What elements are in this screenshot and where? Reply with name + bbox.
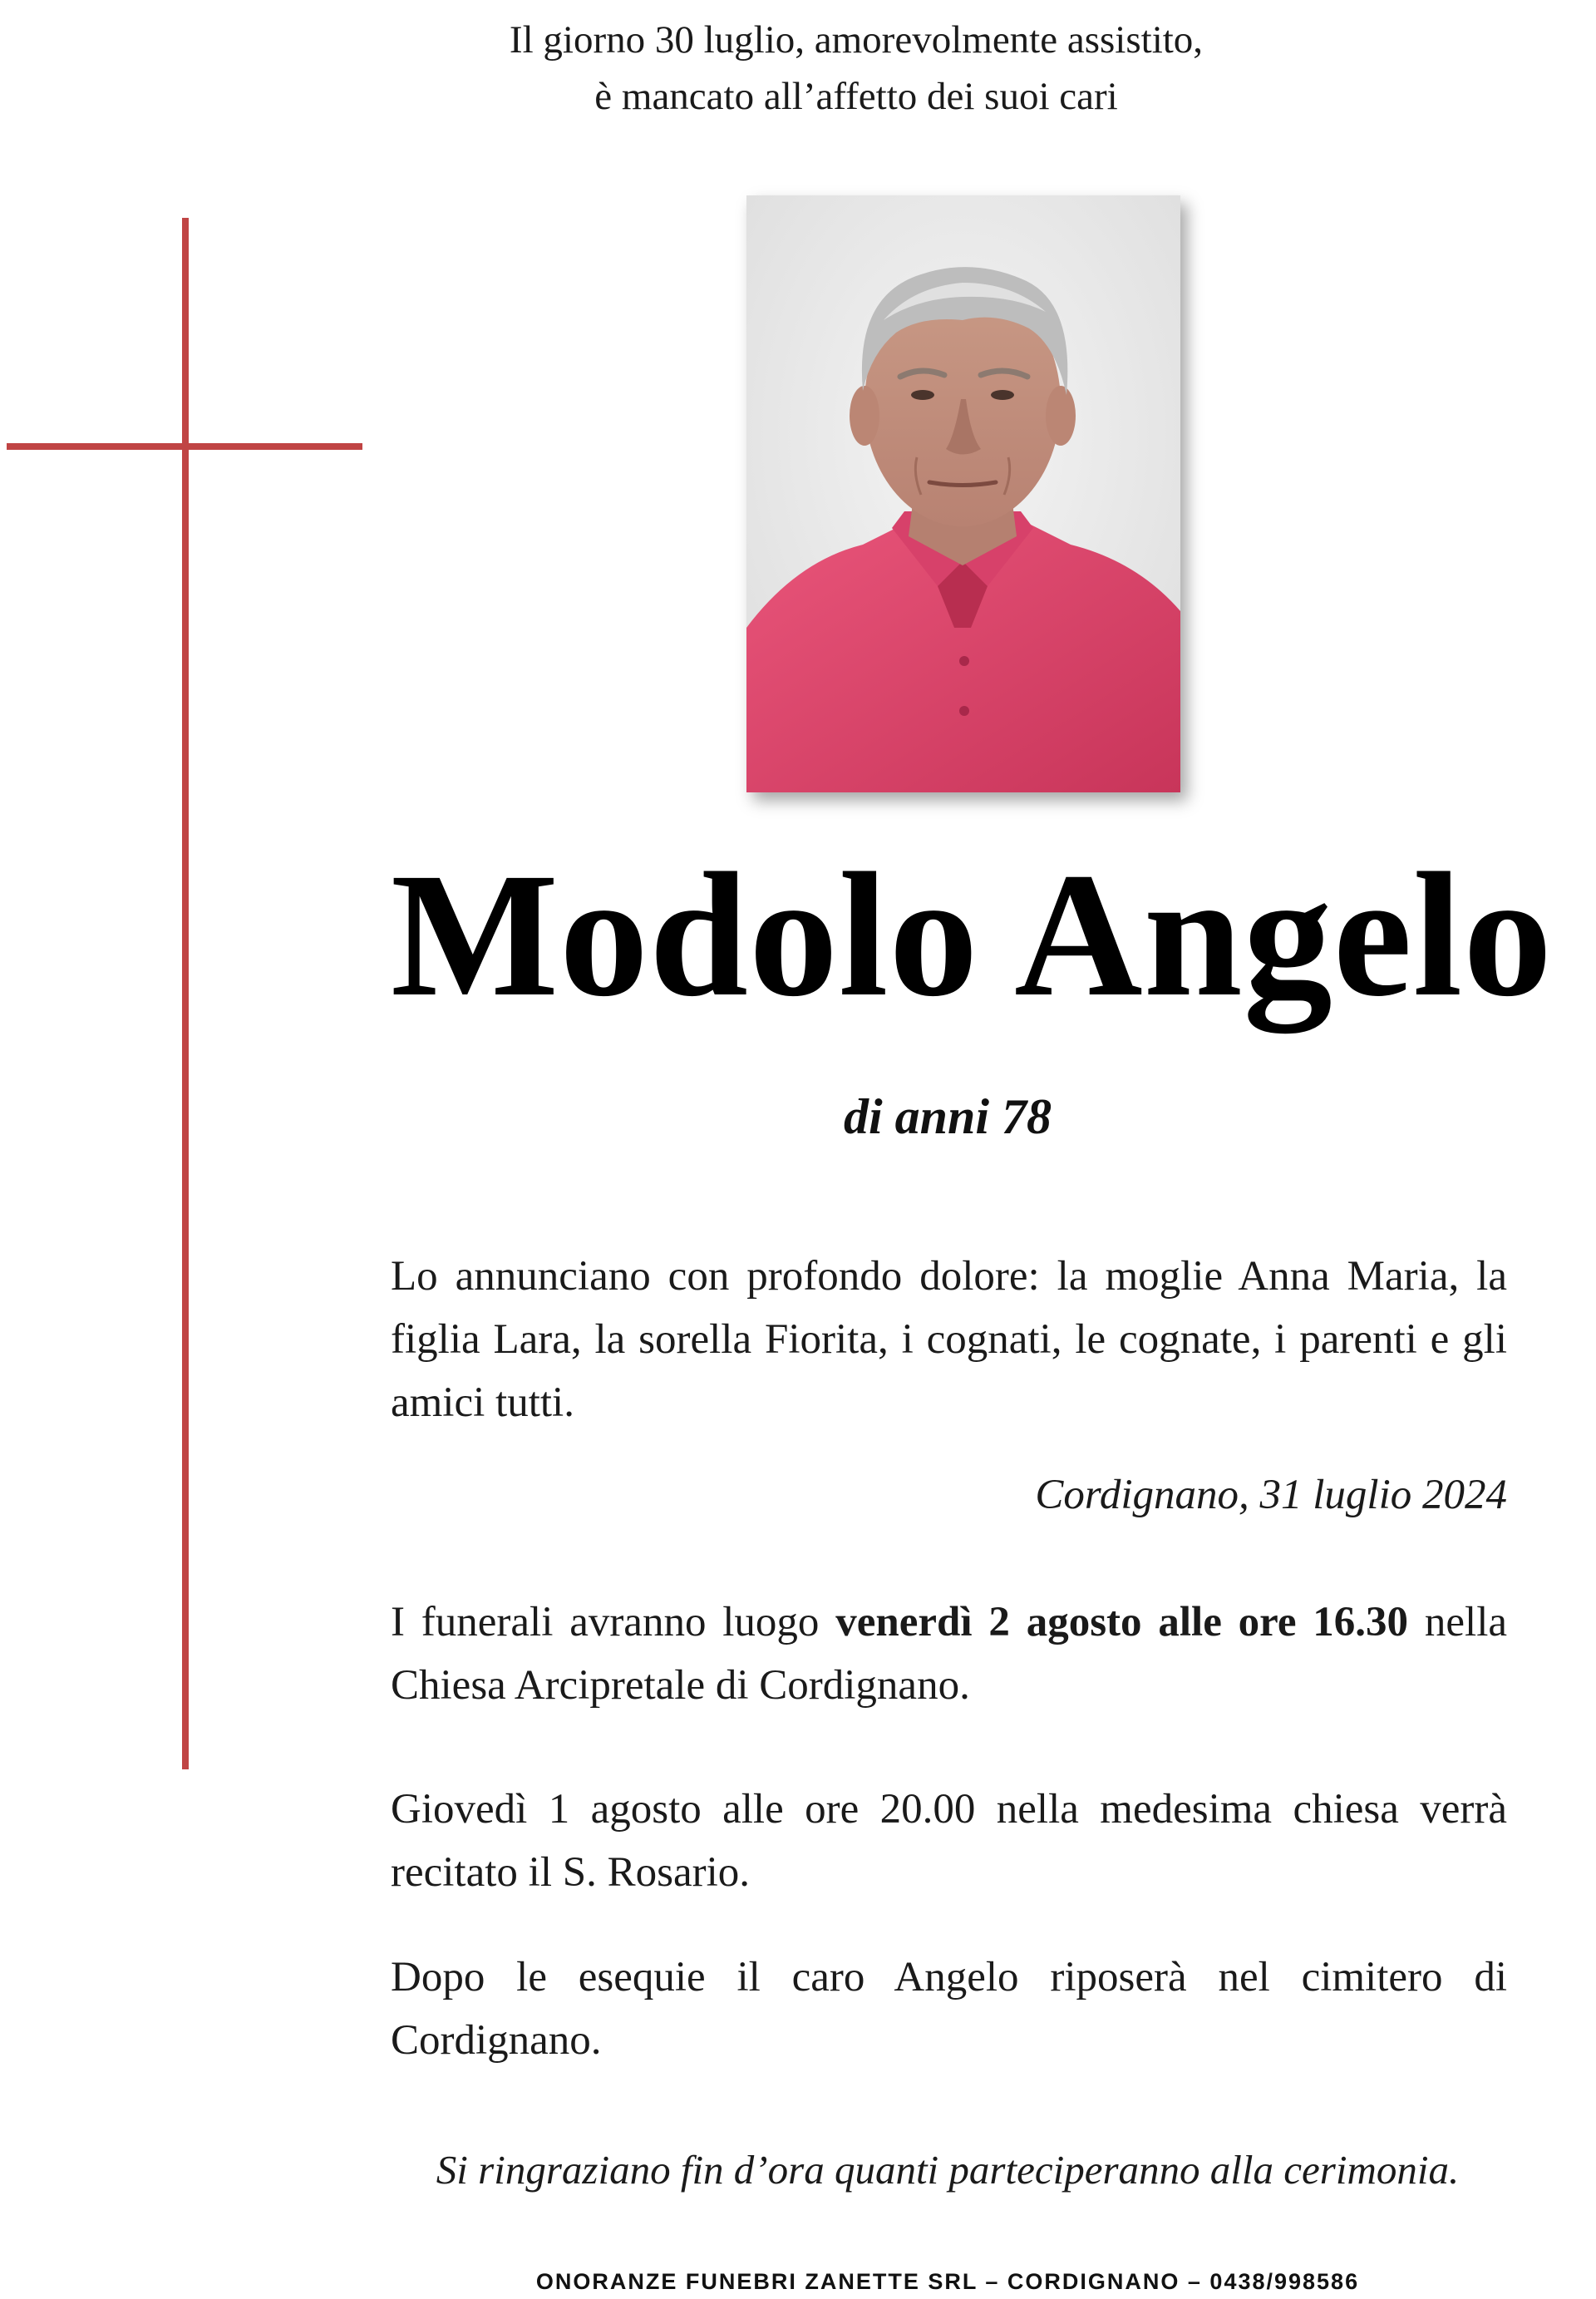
funeral-paragraph (391, 1591, 1507, 1717)
intro-line-2: è mancato all’affetto dei suoi cari (594, 75, 1118, 118)
burial-paragraph: Dopo le esequie il caro Angelo riposerà nel cimitero di Cordignano. (391, 1954, 1507, 2064)
deceased-name: Modolo Angelo (391, 836, 1554, 1034)
funeral-prefix: I funerali avranno luogo (391, 1599, 820, 1645)
intro-text (0, 12, 1596, 125)
intro-line-1: Il giorno 30 luglio, amorevolmente assistito, (509, 18, 1204, 62)
rosary-paragraph: Giovedì 1 agosto alle ore 20.00 nella medesima chiesa verrà recitato il S. Rosario. (391, 1786, 1507, 1896)
announcement-paragraph: Lo annunciano con profondo dolore: la moglie Anna Maria, la figlia Lara, la sorella Fiorita, i cognati, le cognate, i parenti e gli amici tutti. (391, 1253, 1507, 1426)
funeral-home-footer: ONORANZE FUNEBRI ZANETTE SRL – CORDIGNANO – 0438/998586 (535, 2269, 1360, 2294)
funeral-datetime: venerdì 2 agosto alle ore 16.30 (835, 1599, 1409, 1645)
funeral-suffix: nella Chiesa Arcipretale di Cordignano. (391, 1599, 1508, 1709)
cross-vertical-bar (182, 218, 189, 1769)
portrait-photo-icon (746, 195, 1180, 792)
age-text: di anni 78 (843, 1089, 1052, 1144)
portrait-photo (746, 195, 1180, 792)
cross-horizontal-bar (7, 443, 362, 450)
place-date: Cordignano, 31 luglio 2024 (1035, 1472, 1507, 1518)
thanks-text: Si ringraziano fin d’ora quanti parteciperanno alla cerimonia. (436, 2147, 1460, 2193)
